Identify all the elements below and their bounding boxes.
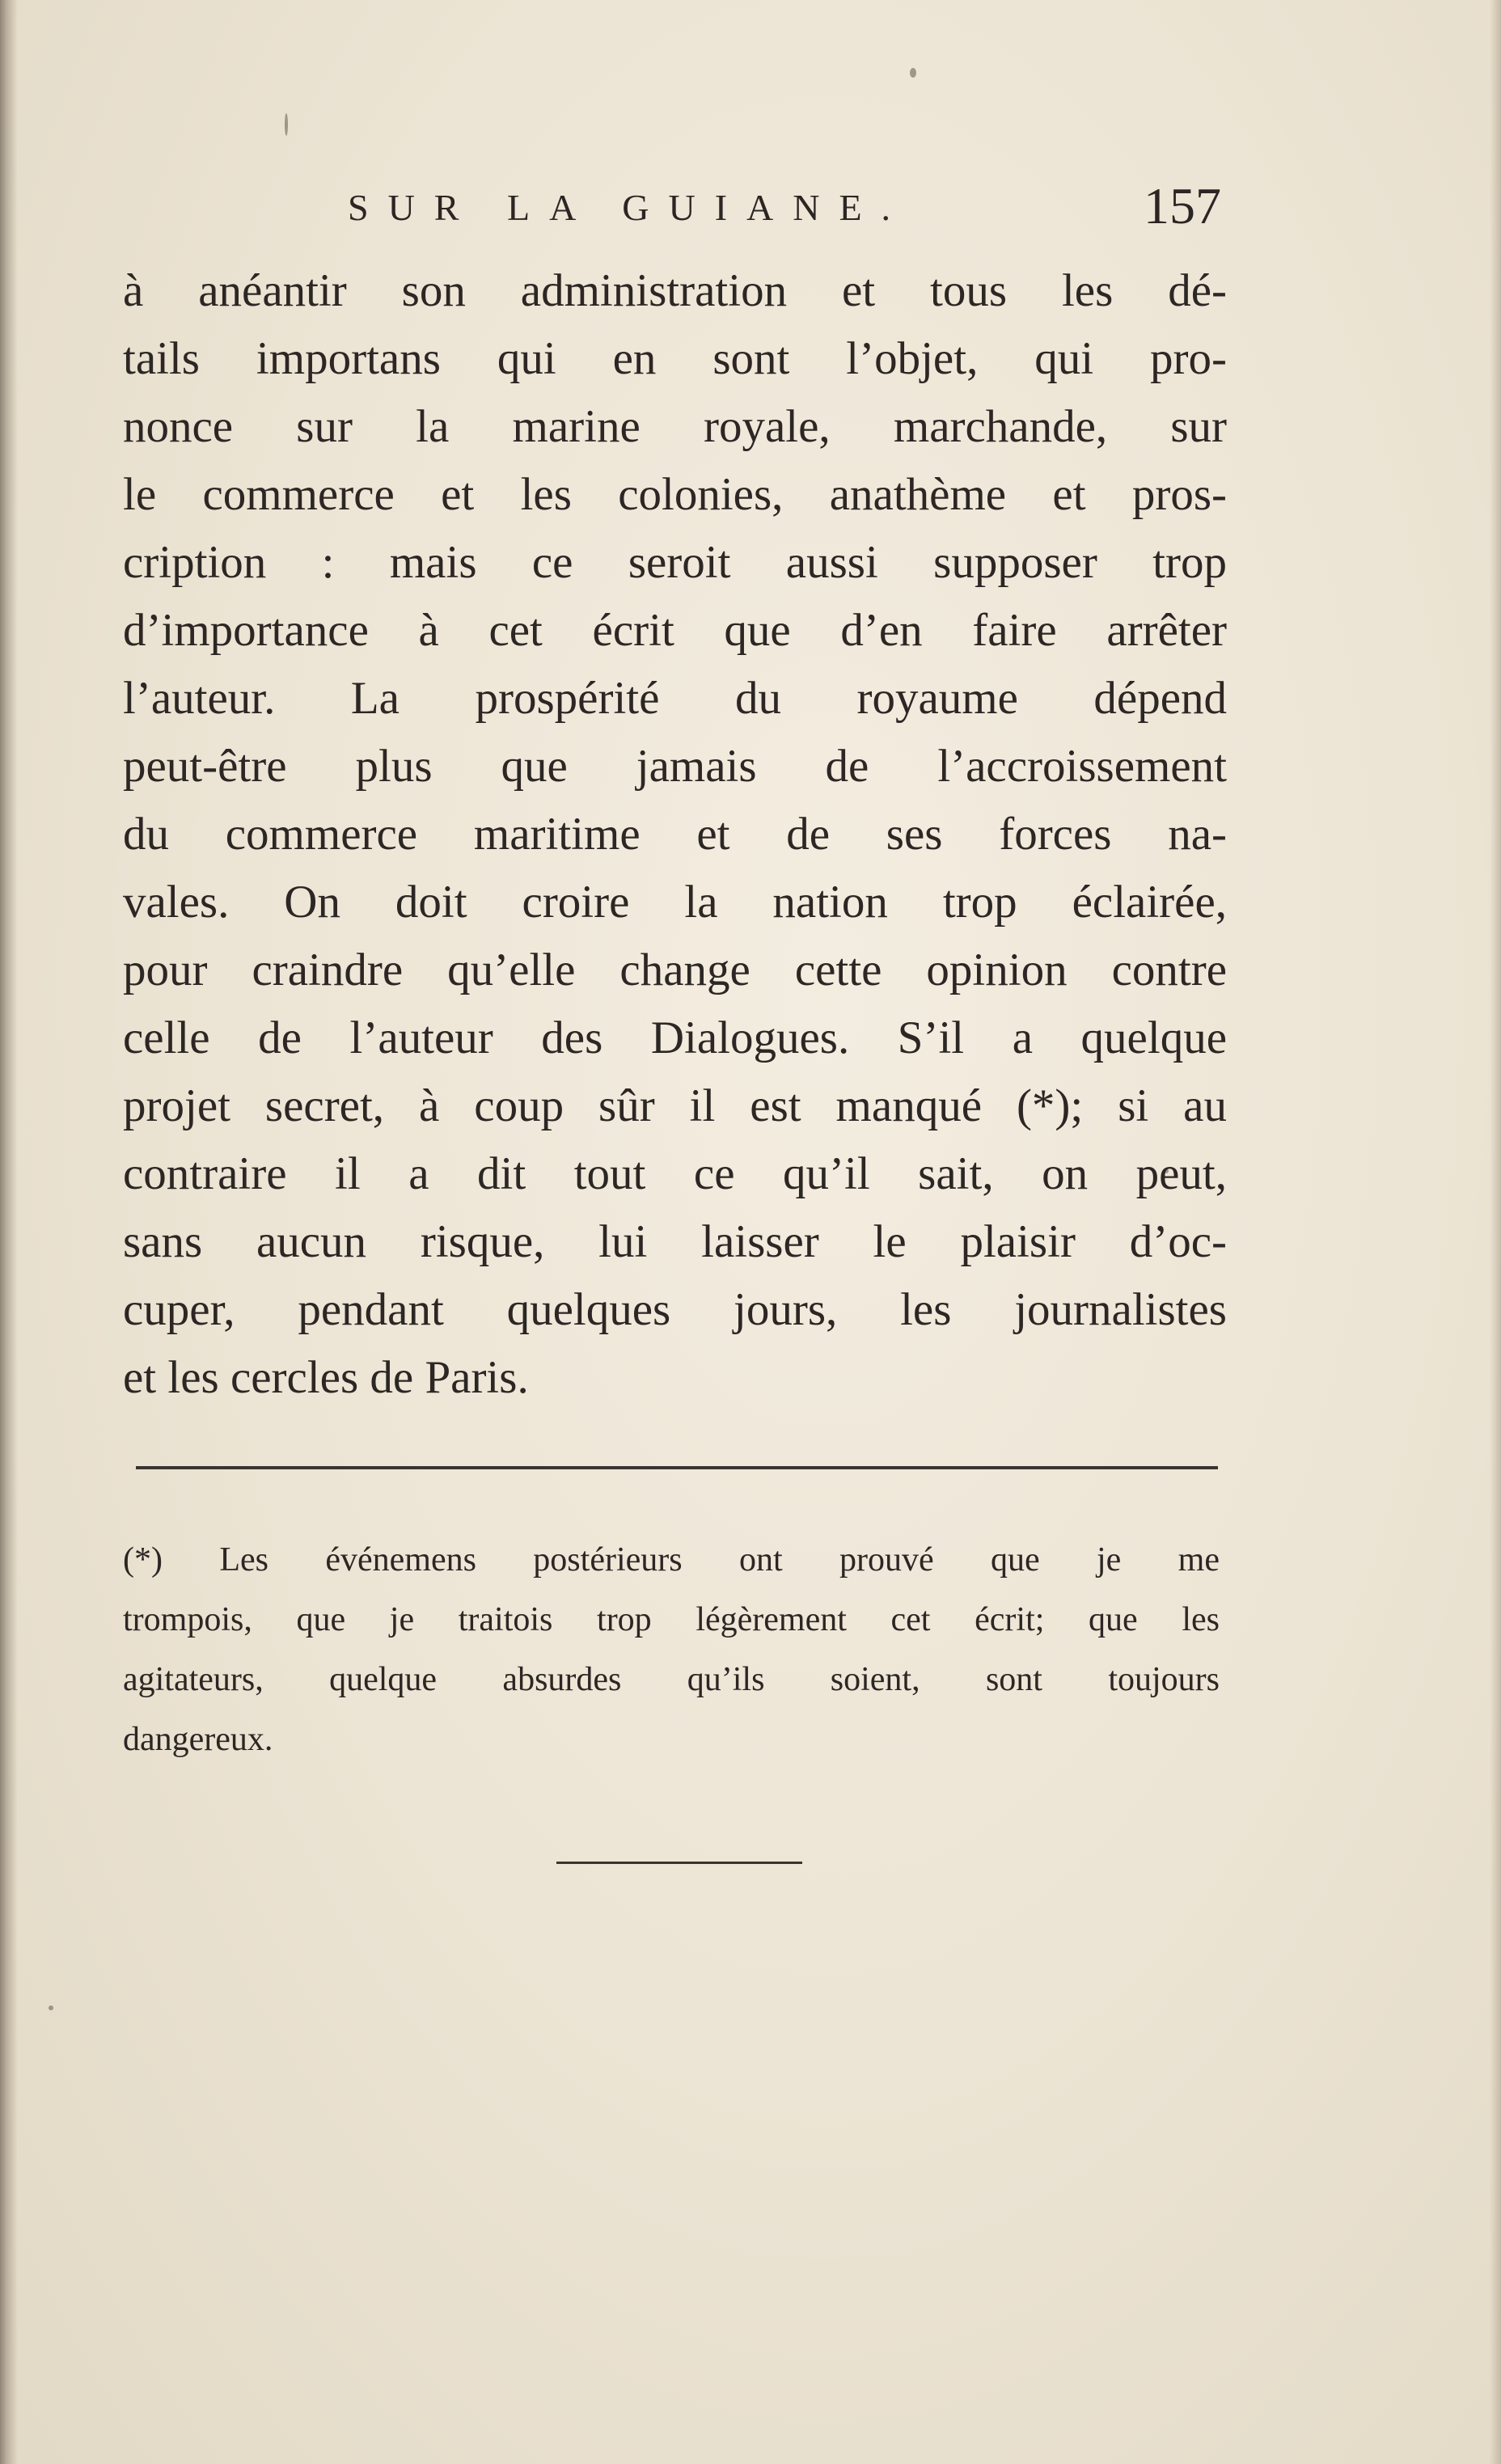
page-number: 157 [1144,177,1221,235]
footnote-line: (*) Les événemens postérieurs ont prouvé que je me [123,1541,1220,1579]
text-line: l’auteur. La prospérité du royaume dépend [123,673,1227,724]
footnote-line: trompois, que je traitois trop légèrement cet écrit; que les [123,1601,1220,1638]
text-line: à anéantir son administration et tous les dé- [123,265,1227,316]
text-line: vales. On doit croire la nation trop éclairée, [123,877,1227,928]
footnote-line: dangereux. [123,1721,273,1758]
text-line: et les cercles de Paris. [123,1352,529,1403]
footnote-line: agitateurs, quelque absurdes qu’ils soient, sont toujours [123,1661,1220,1698]
page-edge [1490,0,1501,2464]
text-line: nonce sur la marine royale, marchande, sur [123,401,1227,452]
text-line: cription : mais ce seroit aussi supposer trop [123,537,1227,588]
end-of-chapter-rule [556,1862,802,1864]
paper-speck [49,2005,53,2010]
text-line: cuper, pendant quelques jours, les journalistes [123,1284,1227,1335]
text-line: tails importans qui en sont l’objet, qui pro- [123,333,1227,384]
running-head-title: SUR LA GUIANE. [348,187,911,228]
body-text [123,257,1227,1412]
paper-speck [285,113,288,136]
text-line: du commerce maritime et de ses forces na- [123,809,1227,860]
text-line: le commerce et les colonies, anathème et pros- [123,469,1227,520]
running-header [348,176,1221,249]
text-line: peut-être plus que jamais de l’accroissement [123,741,1227,792]
text-line: projet secret, à coup sûr il est manqué (*); si au [123,1080,1227,1131]
footnote-separator-rule [136,1466,1218,1469]
text-line: d’importance à cet écrit que d’en faire arrêter [123,605,1227,656]
paper-speck [910,68,916,78]
text-line: celle de l’auteur des Dialogues. S’il a quelque [123,1012,1227,1063]
text-line: pour craindre qu’elle change cette opinion contre [123,945,1227,995]
footnote [123,1530,1220,1769]
binding-edge [0,0,18,2464]
text-line: sans aucun risque, lui laisser le plaisir d’oc- [123,1216,1227,1267]
text-line: contraire il a dit tout ce qu’il sait, on peut, [123,1148,1227,1199]
